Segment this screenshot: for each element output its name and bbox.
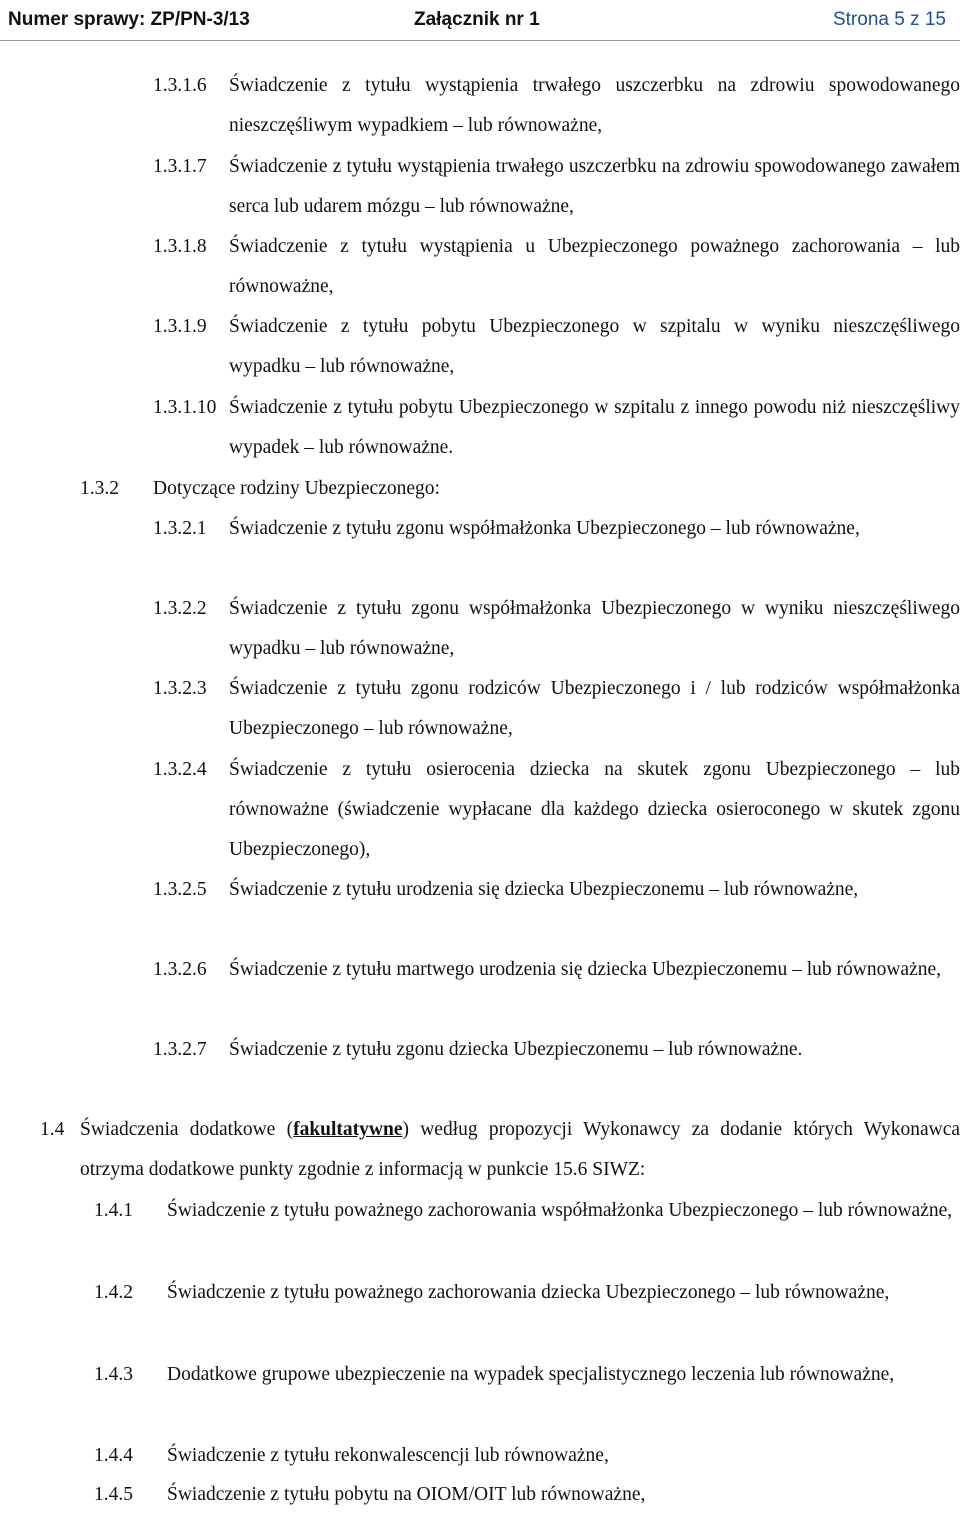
section-1-4: [40, 1110, 960, 1190]
item-text: Świadczenie z tytułu pobytu na OIOM/OIT lub równoważne,: [167, 1484, 646, 1505]
list-item: [153, 388, 960, 468]
section-1-4-text: [40, 1110, 960, 1190]
list-item: [153, 66, 960, 146]
list-item: [153, 227, 960, 307]
item-number: 1.3.1.9: [153, 316, 207, 337]
list-item: [153, 147, 960, 227]
case-number: Numer sprawy: ZP/PN-3/13: [8, 9, 250, 30]
item-number: 1.3.1.6: [153, 75, 207, 96]
item-number: 1.4.1: [94, 1200, 133, 1221]
item-text: Świadczenie z tytułu martwego urodzenia się dziecka Ubezpieczonemu – lub równoważne,: [229, 959, 942, 980]
list-item: [94, 1355, 960, 1395]
list-item: [153, 589, 960, 669]
item-text: Świadczenie z tytułu zgonu dziecka Ubezpieczonemu – lub równoważne.: [229, 1039, 803, 1060]
item-text: Świadczenie z tytułu pobytu Ubezpieczonego w szpitalu z innego powodu niż nieszczęśliwy wypadek – lub równoważne.: [229, 397, 960, 458]
item-text: Świadczenie z tytułu zgonu rodziców Ubezpieczonego i / lub rodziców współmałżonka Ubezpieczonego – lub równoważne,: [229, 678, 960, 739]
section-text-bold: fakultatywne: [293, 1119, 403, 1140]
section-heading: [80, 469, 960, 509]
item-number: 1.3.2.5: [153, 879, 207, 900]
item-number: 1.4.5: [94, 1484, 133, 1505]
header-divider: [0, 40, 960, 41]
list-item: [94, 1475, 960, 1515]
item-text: Świadczenie z tytułu zgonu współmałżonka Ubezpieczonego w wyniku nieszczęśliwego wypadku – lub równoważne,: [229, 598, 960, 659]
list-item: [153, 950, 960, 990]
section-text-after: ) według propozycji Wykonawcy za dodanie których Wykonawca otrzyma dodatkowe punkty zgodnie z informacją w punkcie 15.6 SIWZ:: [80, 1119, 960, 1180]
item-number: 1.3.2.4: [153, 759, 207, 780]
section-text-before: Świadczenia dodatkowe (: [80, 1119, 294, 1140]
item-number: 1.3.2.2: [153, 598, 207, 619]
attachment-label: Załącznik nr 1: [414, 9, 540, 30]
item-number: 1.3.1.10: [153, 397, 217, 418]
list-item: [94, 1436, 960, 1476]
item-number: 1.4.4: [94, 1445, 133, 1466]
item-number: 1.4.2: [94, 1282, 133, 1303]
item-text: Świadczenie z tytułu wystąpienia trwałego uszczerbku na zdrowiu spowodowanego zawałem serca lub udarem mózgu – lub równoważne,: [229, 156, 960, 217]
item-text: Świadczenie z tytułu wystąpienia trwałego uszczerbku na zdrowiu spowodowanego nieszczęśliwym wypadkiem – lub równoważne,: [229, 75, 960, 136]
item-text: Świadczenie z tytułu urodzenia się dziecka Ubezpieczonemu – lub równoważne,: [229, 879, 859, 900]
list-item: [153, 1030, 960, 1070]
item-number: 1.3.2.7: [153, 1039, 207, 1060]
page-header: [0, 0, 960, 40]
list-item: [94, 1273, 960, 1313]
item-text: Świadczenie z tytułu wystąpienia u Ubezpieczonego poważnego zachorowania – lub równoważne,: [229, 236, 960, 297]
page-number: Strona 5 z 15: [832, 9, 946, 30]
list-item: [153, 669, 960, 749]
item-number: 1.4.3: [94, 1364, 133, 1385]
list-item: [153, 307, 960, 387]
item-number: 1.3.1.8: [153, 236, 207, 257]
item-text: Świadczenie z tytułu zgonu współmałżonka Ubezpieczonego – lub równoważne,: [229, 518, 860, 539]
list-item: [153, 750, 960, 870]
item-number: 1.3.2.6: [153, 959, 207, 980]
list-item: [153, 509, 960, 549]
section-title: Dotyczące rodziny Ubezpieczonego:: [153, 478, 440, 499]
item-number: 1.3.1.7: [153, 156, 207, 177]
list-item: [153, 870, 960, 910]
item-text: Świadczenie z tytułu poważnego zachorowania współmałżonka Ubezpieczonego – lub równoważne,: [167, 1200, 953, 1221]
item-number: 1.3.2.3: [153, 678, 207, 699]
list-item: [94, 1191, 960, 1231]
item-text: Świadczenie z tytułu poważnego zachorowania dziecka Ubezpieczonego – lub równoważne,: [167, 1282, 890, 1303]
section-number: 1.4: [40, 1119, 65, 1140]
item-text: Świadczenie z tytułu osierocenia dziecka na skutek zgonu Ubezpieczonego – lub równoważne (świadczenie wypłacane dla każdego dziecka osieroconego w skutek zgonu Ubezpieczonego),: [229, 759, 960, 860]
item-number: 1.3.2.1: [153, 518, 207, 539]
item-text: Świadczenie z tytułu pobytu Ubezpieczonego w szpitalu w wyniku nieszczęśliwego wypadku – lub równoważne,: [229, 316, 960, 377]
item-text: Dodatkowe grupowe ubezpieczenie na wypadek specjalistycznego leczenia lub równoważne,: [167, 1364, 895, 1385]
item-text: Świadczenie z tytułu rekonwalescencji lub równoważne,: [167, 1445, 609, 1466]
section-number: 1.3.2: [80, 478, 119, 499]
